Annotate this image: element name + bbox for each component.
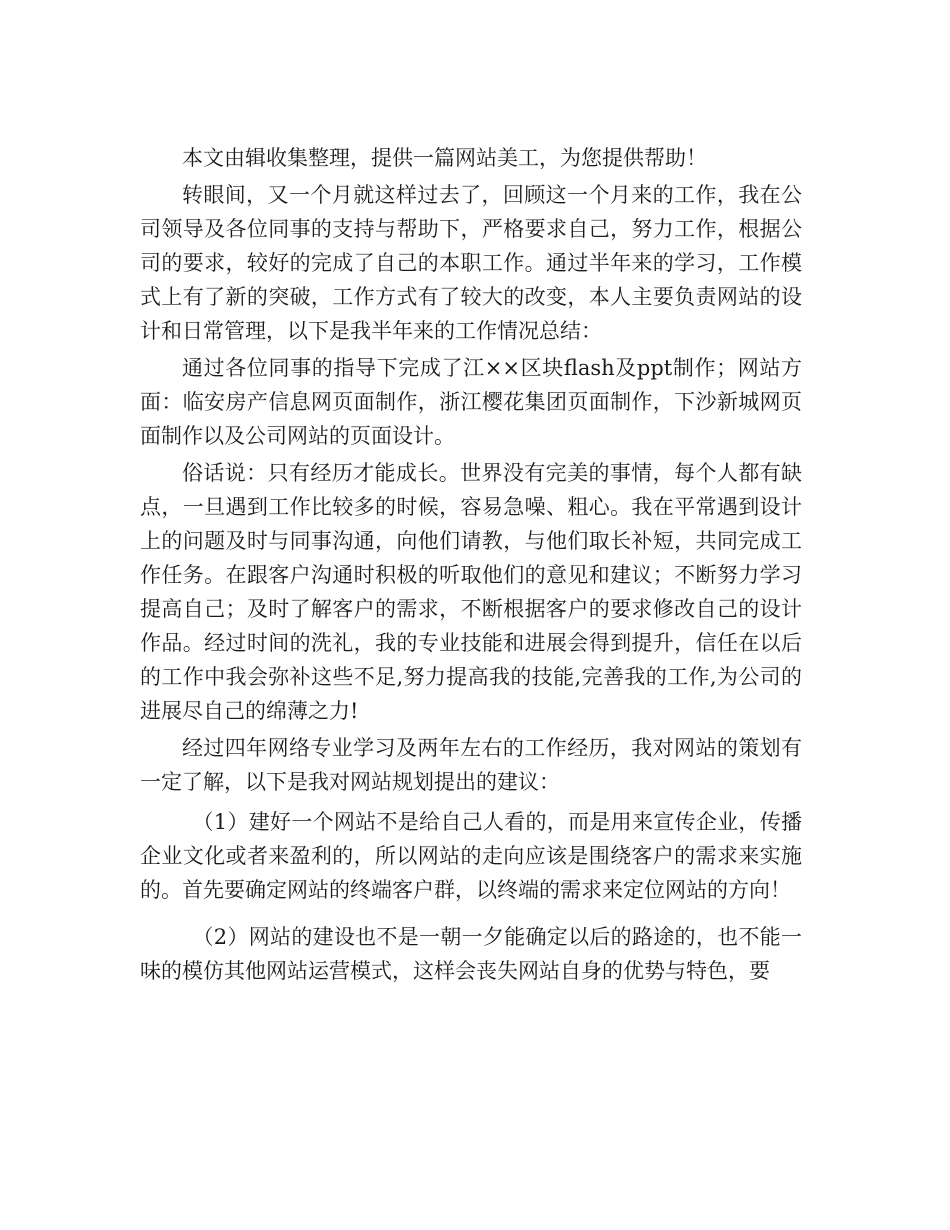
suggestion-item-1: （1）建好一个网站不是给自己人看的，而是用来宣传企业，传播企业文化或者来盈利的，所以网站的走向应该是围绕客户的需求来实施的。首先要确定网站的终端客户群，以终端的需求来定位网站的方向！: [140, 810, 802, 902]
suggestion-item-2: （2）网站的建设也不是一朝一夕能确定以后的路途的，也不能一味的模仿其他网站运营模式，这样会丧失网站自身的优势与特色，要: [140, 925, 802, 983]
summary-paragraph: 转眼间，又一个月就这样过去了，回顾这一个月来的工作，我在公司领导及各位同事的支持与帮助下，严格要求自己，努力工作，根据公司的要求，较好的完成了自己的本职工作。通过半年来的学习，工作模式上有了新的突破，工作方式有了较大的改变，本人主要负责网站的设计和日常管理，以下是我半年来的工作情况总结：: [140, 183, 802, 343]
intro-paragraph: 本文由辑收集整理，提供一篇网站美工，为您提供帮助！: [182, 146, 707, 170]
self-reflection-paragraph: 俗话说：只有经历才能成长。世界没有完美的事情，每个人都有缺点，一旦遇到工作比较多的时候，容易急噪、粗心。我在平常遇到设计上的问题及时与同事沟通，向他们请教，与他们取长补短，共同完成工作任务。在跟客户沟通时积极的听取他们的意见和建议；不断努力学习提高自己；及时了解客户的需求，不断根据客户的要求修改自己的设计作品。经过时间的洗礼，我的专业技能和进展会得到提升，信任在以后的工作中我会弥补这些不足,努力提高我的技能,完善我的工作,为公司的进展尽自己的绵薄之力!: [140, 461, 802, 723]
work-done-paragraph: 通过各位同事的指导下完成了江××区块flash及ppt制作；网站方面：临安房产信息网页面制作，浙江樱花集团页面制作，下沙新城网页面制作以及公司网站的页面设计。: [140, 356, 802, 448]
document-body: [140, 141, 802, 988]
suggestions-intro-paragraph: 经过四年网络专业学习及两年左右的工作经历，我对网站的策划有一定了解，以下是我对网站规划提出的建议：: [140, 736, 802, 794]
